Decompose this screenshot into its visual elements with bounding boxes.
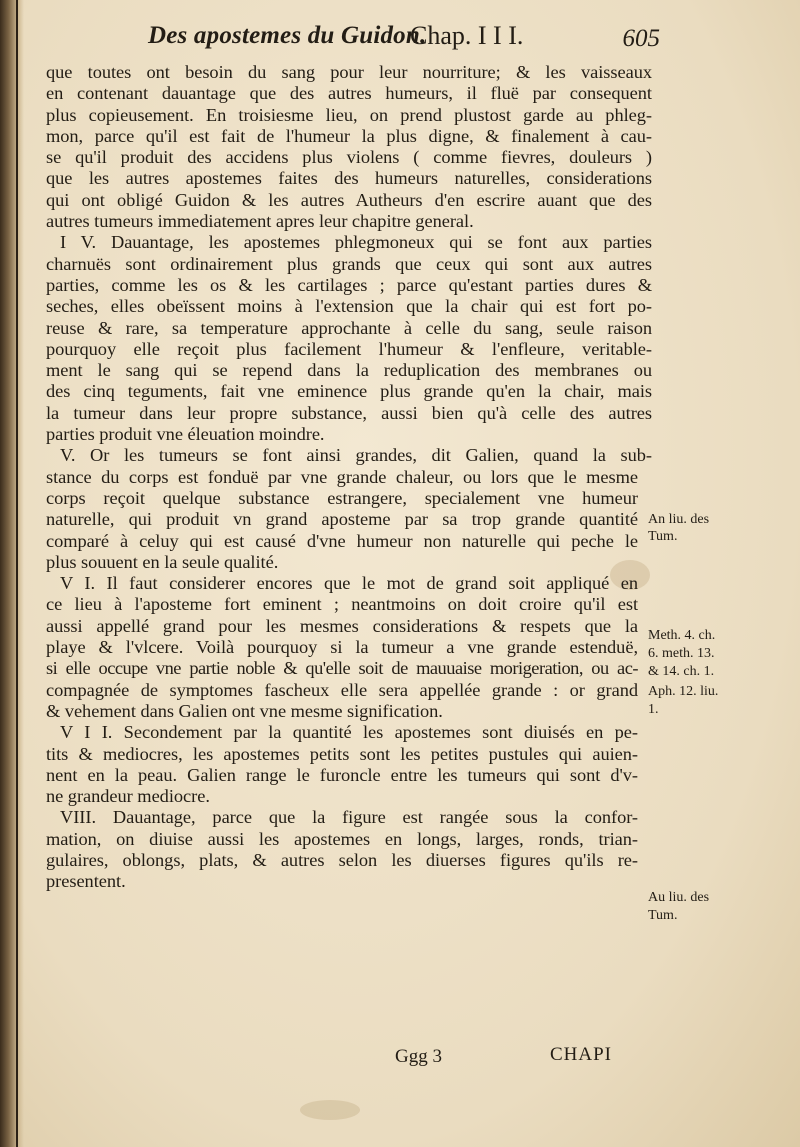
text-line: plus copieusement. En troisiesme lieu, on prend plustost garde au phleg- (46, 104, 652, 125)
margin-note: Tum. (648, 529, 678, 544)
text-line: compagnée de symptomes fascheux elle sera appellée grande : or grand (46, 679, 638, 700)
text-line: ment le sang qui se repend dans la reduplication des membranes ou (46, 360, 652, 381)
paper-stain (300, 1100, 360, 1120)
text-line: pourquoy elle reçoit plus facilement l'humeur & l'enfleure, veritable- (46, 338, 652, 359)
text-line: charnuës sont ordinairement plus grands que ceux qui sont aux autres (46, 253, 652, 274)
text-line: si elle occupe vne partie noble & qu'elle soit de mauuaise morigeration, ou ac- (46, 658, 638, 679)
text-line: qui ont obligé Guidon & les autres Autheurs d'en escrire auant que des (46, 189, 652, 210)
text-line: se qu'il produit des accidens plus violens ( comme fievres, douleurs ) (46, 147, 652, 168)
running-head-chapter: Chap. I I I. (410, 21, 524, 50)
margin-note: & 14. ch. 1. (648, 664, 715, 679)
margin-note: Meth. 4. ch. (648, 628, 716, 643)
text-line: comparé à celuy qui est causé d'vne humeur non naturelle qui peche le (46, 530, 638, 551)
margin-note: 6. meth. 13. (648, 646, 715, 661)
page-number: 605 (622, 25, 660, 52)
text-line: ne grandeur mediocre. (46, 786, 210, 807)
text-line: playe & l'vlcere. Voilà pourquoy si la tumeur a vne grande estenduë, (46, 637, 638, 658)
text-line: parties produit vne éleuation moindre. (46, 424, 325, 445)
margin-note: 1. (648, 702, 659, 717)
text-line: autres tumeurs immediatement apres leur chapitre general. (46, 211, 474, 232)
signature-mark: Ggg 3 (395, 1046, 442, 1067)
paragraph-start: V I I. Secondement par la quantité les apostemes sont diuisés en pe- (60, 722, 638, 743)
text-line: presentent. (46, 871, 126, 892)
text-line: parties, comme les os & les cartilages ; parce qu'estant parties dures & (46, 274, 652, 295)
text-line: mation, on diuise aussi les apostemes en longs, larges, ronds, trian- (46, 828, 638, 849)
text-line: reuse & rare, sa temperature approchante à celle du sang, seule raison (46, 317, 652, 338)
text-line: stance du corps est fonduë par vne grande chaleur, ou lors que le mesme (46, 466, 638, 487)
text-line: que toutes ont besoin du sang pour leur nourriture; & les vaisseaux (46, 62, 652, 82)
running-head-title: Des apostemes du Guidon. (148, 22, 427, 49)
binding-gutter (0, 0, 24, 1147)
margin-note: An liu. des (648, 512, 710, 527)
text-line: ce lieu à l'aposteme fort eminent ; neantmoins on doit croire qu'il est (46, 594, 638, 615)
paragraph-start: V I. Il faut considerer encores que le mot de grand soit appliqué en (60, 573, 638, 594)
running-head (140, 16, 660, 56)
text-line: naturelle, qui produit vn grand aposteme par sa trop grande quantité (46, 509, 638, 530)
gutter-rule (16, 0, 18, 1147)
text-line: seches, elles obeïssent moins à l'extension que la chair qui est fort po- (46, 296, 652, 317)
margin-note: Au liu. des (648, 890, 710, 905)
text-line: plus souuent en la seule qualité. (46, 551, 279, 572)
text-line: la tumeur dans leur propre substance, aussi bien qu'à celle des autres (46, 402, 652, 423)
text-line: & vehement dans Galien ont vne mesme signification. (46, 700, 443, 721)
text-line: en contenant dauantage que des autres humeurs, il fluë par consequent (46, 83, 652, 104)
text-line: aussi appellé grand pour les mesmes considerations & respets que la (46, 615, 638, 636)
text-line: mon, parce qu'il est fait de l'humeur la plus digne, & finalement à cau- (46, 125, 652, 146)
paragraph-start: I V. Dauantage, les apostemes phlegmoneux qui se font aux parties (60, 232, 652, 253)
paragraph-start: VIII. Dauantage, parce que la figure est rangée sous la confor- (60, 807, 638, 828)
margin-note: Tum. (648, 908, 678, 923)
text-line: tits & mediocres, les apostemes petits sont les petites pustules qui auien- (46, 743, 638, 764)
text-line: corps reçoit quelque substance estrangere, specialement vne humeur (46, 487, 638, 508)
catchword: CHAPI (550, 1044, 613, 1065)
text-line: des cinq teguments, fait vne eminence plus grande qu'en la chair, mais (46, 381, 652, 402)
page-footer (390, 1042, 690, 1072)
body-text (46, 62, 652, 893)
text-line: gulaires, oblongs, plats, & autres selon les diuerses figures qu'ils re- (46, 849, 638, 870)
paragraph-start: V. Or les tumeurs se font ainsi grandes, dit Galien, quand la sub- (60, 445, 652, 466)
margin-note: Aph. 12. liu. (648, 684, 719, 699)
text-line: nent en la peau. Galien range le furoncle entre les tumeurs qui sont d'v- (46, 764, 638, 785)
text-line: que les autres apostemes faites des humeurs naturelles, considerations (46, 168, 652, 189)
